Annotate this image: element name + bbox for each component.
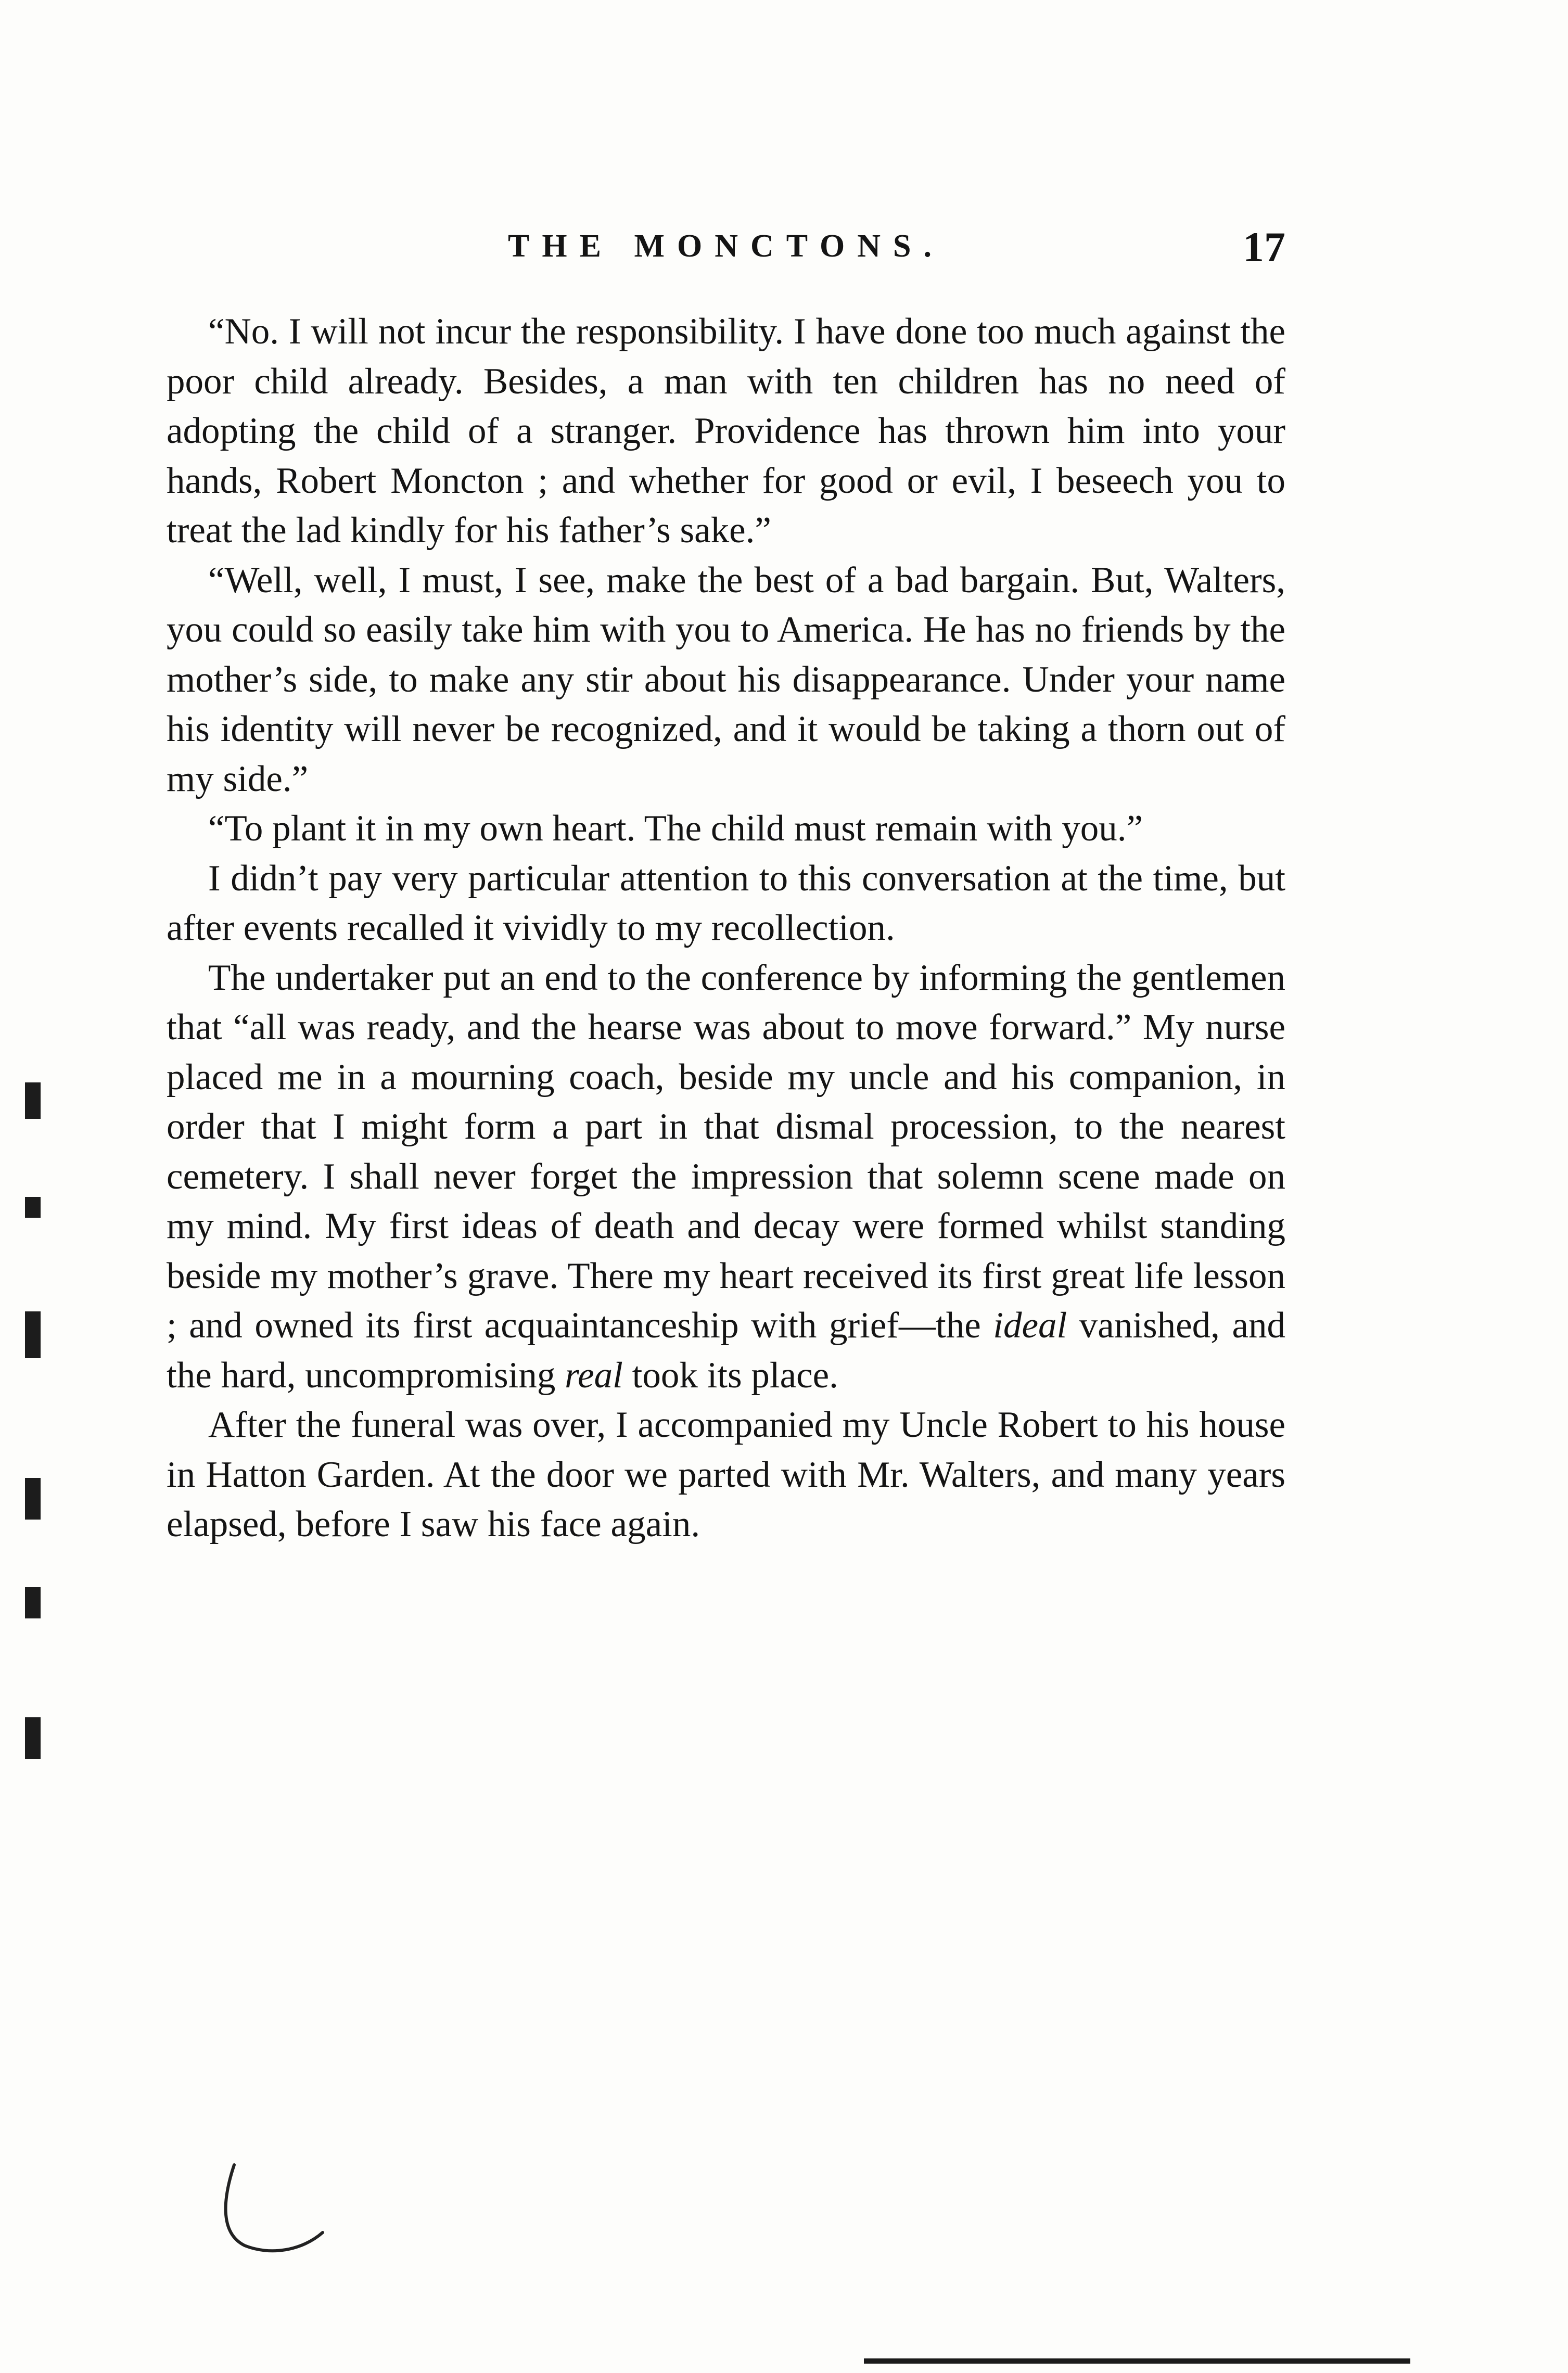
binding-mark (25, 1717, 41, 1759)
binding-mark (25, 1197, 41, 1218)
pencil-mark-icon (213, 2154, 338, 2259)
paragraph-3: “To plant it in my own heart. The child must remain with you.” (208, 808, 1143, 849)
page-number: 17 (1243, 223, 1285, 271)
paragraph-5: The undertaker put an end to the conference by informing the gentlemen that “all was ready, and the hearse was about to move forward.” My nurse placed me in a mourning coach, beside my uncle and his companion, in order that I might form a part in that dismal procession, to the nearest cemetery. I shall never forget the impression that solemn scene made on my mind. My first ideas of death and decay were formed whilst standing beside my mother’s grave. There my heart received its first great life lesson ; and owned its first acquaintanceship with grief—the ideal vanished, and the hard, uncompromising real took its place. (167, 957, 1285, 1396)
paragraph-2: “Well, well, I must, I see, make the best of a bad bargain. But, Walters, you could so easily take him with you to America. He has no friends by the mother’s side, to make any stir about his disappearance. Under your name his identity will never be recognized, and it would be taking a thorn out of my side.” (167, 559, 1285, 799)
binding-mark (25, 1587, 41, 1618)
paragraph-4: I didn’t pay very particular attention to this conversation at the time, but after events recalled it vividly to my recollection. (167, 858, 1285, 948)
paragraph-6: After the funeral was over, I accompanied my Uncle Robert to his house in Hatton Garden. At the door we parted with Mr. Walters, and many years elapsed, before I saw his face again. (167, 1405, 1285, 1545)
body-text (167, 307, 1285, 1550)
bottom-rule (864, 2358, 1410, 2364)
running-title: THE MONCTONS. (508, 228, 944, 264)
paragraph-1: “No. I will not incur the responsibility. I have done too much against the poor child already. Besides, a man with ten children has no need of adopting the child of a stranger. Providence has thrown him into your hands, Robert Moncton ; and whether for good or evil, I beseech you to treat the lad kindly for his father’s sake.” (167, 311, 1285, 551)
page-header (167, 223, 1285, 270)
binding-mark (25, 1478, 41, 1520)
binding-mark (25, 1311, 41, 1358)
binding-mark (25, 1082, 41, 1119)
